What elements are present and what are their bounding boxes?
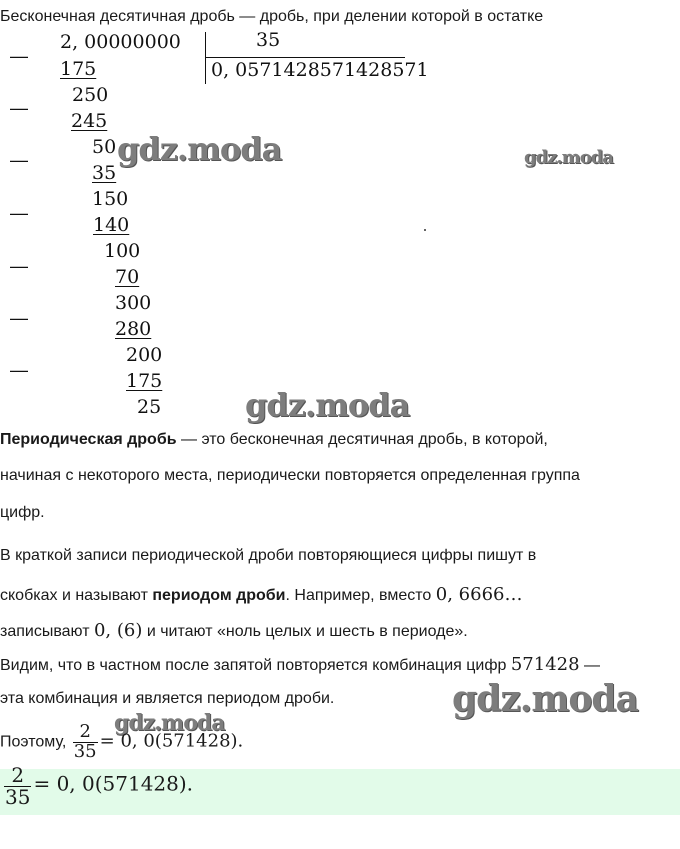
division-step: 200	[126, 344, 163, 366]
definition-text: — это бесконечная десятичная дробь, в которой,	[176, 431, 548, 448]
fraction	[4, 765, 31, 808]
answer-box	[0, 763, 680, 815]
notation-text: —	[579, 657, 601, 674]
watermark-logo: gdz.moda	[245, 386, 410, 424]
math-example: 0, (6)	[93, 620, 143, 641]
watermark-logo: gdz.moda	[524, 147, 613, 168]
answer-line	[2, 765, 193, 808]
notation-text: скобках и называют	[0, 587, 153, 604]
intro-text: Бесконечная десятичная дробь — дробь, при делении которой в остатке	[0, 8, 544, 25]
conclusion-result: = 0, 0(571428).	[99, 730, 244, 752]
division-horizontal-line	[206, 57, 405, 58]
fraction-denominator: 35	[5, 785, 31, 809]
term-period: периодом дроби	[152, 587, 286, 604]
division-vertical-line	[205, 32, 206, 84]
notation-text: и читают «ноль целых и шесть в периоде».	[142, 623, 468, 640]
notation-line: эта комбинация и является периодом дроби.	[0, 690, 335, 707]
definition-line: начиная с некоторого места, периодически повторяется определенная группа	[0, 467, 580, 484]
divisor: 35	[256, 29, 281, 51]
dividend: 2, 00000000	[60, 31, 181, 53]
notation-text: Видим, что в частном после запятой повторяется комбинация цифр	[0, 657, 511, 674]
division-step: 300	[115, 292, 152, 314]
division-step: 280	[115, 318, 152, 340]
division-step: 150	[92, 188, 129, 210]
quotient: 0, 0571428571428571	[211, 59, 429, 81]
notation-text: . Например, вместо	[285, 587, 436, 604]
definition-line: цифр.	[0, 504, 45, 521]
notation-line	[0, 584, 522, 605]
minus-sign: —	[10, 46, 28, 66]
fraction-denominator: 35	[73, 740, 97, 762]
stray-dot	[424, 229, 426, 231]
watermark-logo: gdz.moda	[114, 710, 225, 736]
conclusion-text: Поэтому,	[0, 733, 71, 751]
minus-sign: —	[10, 203, 28, 223]
division-step: 50	[92, 136, 117, 158]
answer-result: = 0, 0(571428).	[33, 771, 194, 796]
division-step: 175	[126, 370, 163, 392]
division-step: 25	[137, 396, 162, 418]
fraction-numerator: 2	[73, 723, 98, 743]
notation-line: В краткой записи периодической дроби повторяющиеся цифры пишут в	[0, 547, 537, 564]
watermark-logo: gdz.moda	[452, 678, 638, 720]
notation-text: записывают	[0, 623, 94, 640]
division-step: 70	[115, 266, 140, 288]
minus-sign: —	[10, 98, 28, 118]
division-step: 250	[72, 84, 109, 106]
division-step: 245	[71, 110, 108, 132]
math-example: 0, 6666…	[435, 584, 523, 605]
minus-sign: —	[10, 360, 28, 380]
notation-line	[0, 620, 468, 641]
definition-line	[0, 431, 548, 449]
minus-sign: —	[10, 150, 28, 170]
fraction-numerator: 2	[4, 765, 31, 787]
math-period: 571428	[510, 654, 580, 675]
watermark-logo: gdz.moda	[117, 130, 282, 168]
division-step: 100	[104, 240, 141, 262]
division-step: 175	[60, 58, 97, 80]
minus-sign: —	[10, 308, 28, 328]
division-step: 140	[93, 214, 130, 236]
term-periodic-fraction: Периодическая дробь	[0, 431, 177, 448]
fraction	[73, 723, 98, 762]
division-step: 35	[92, 162, 117, 184]
conclusion-line	[0, 723, 243, 762]
notation-line	[0, 654, 600, 675]
minus-sign: —	[10, 256, 28, 276]
